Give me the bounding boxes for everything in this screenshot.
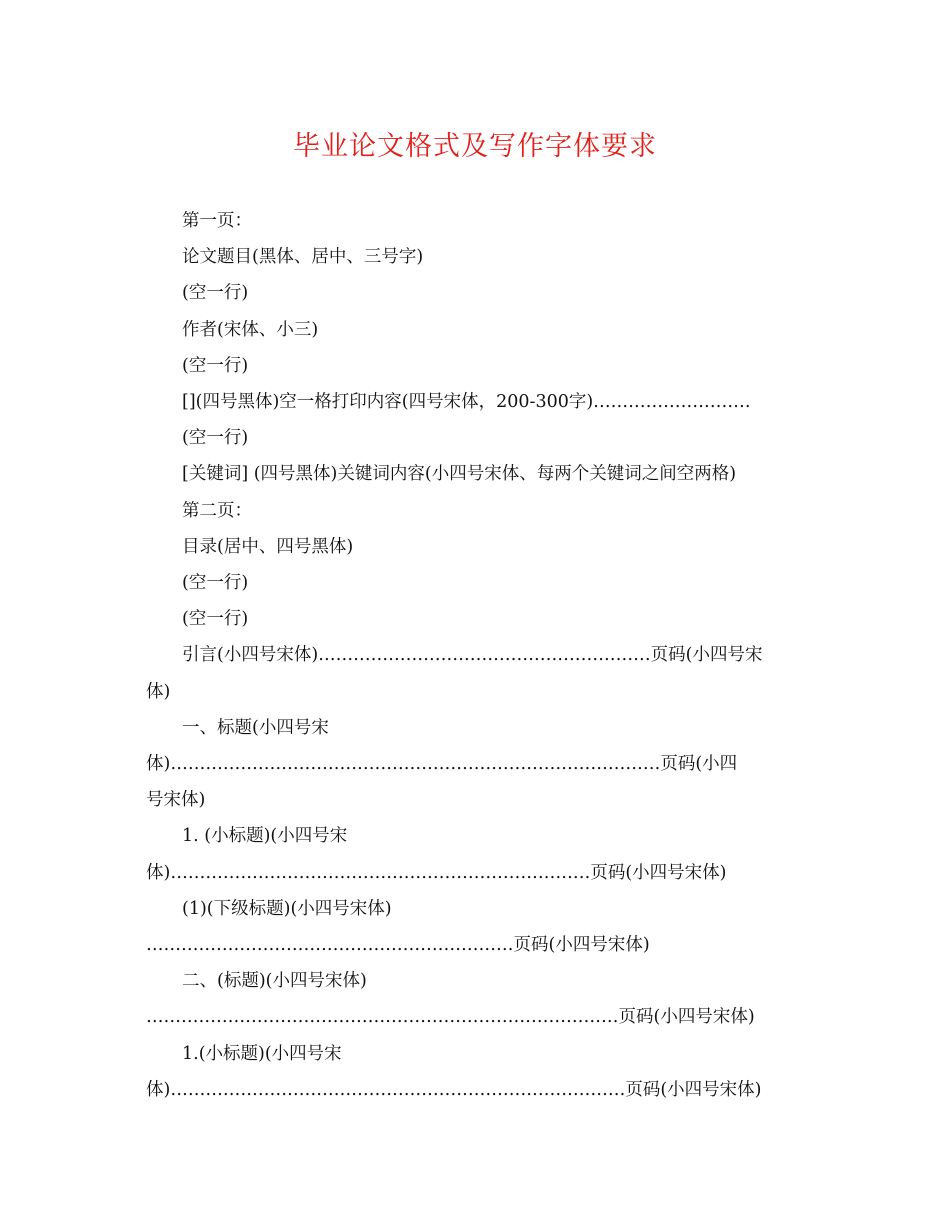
- text-line: [](四号黑体)空一格打印内容(四号宋体，200-300字)………………………: [182, 392, 751, 413]
- text-line: (空一行): [182, 428, 249, 449]
- text-line: 体): [146, 681, 171, 702]
- text-line: (空一行): [182, 283, 249, 304]
- text-line: ………………………………………………………页码(小四号宋体): [146, 935, 650, 956]
- text-line: 体)……………………………………………………………………页码(小四号宋体): [146, 1079, 762, 1100]
- text-line: 体)………………………………………………………………页码(小四号宋体): [146, 862, 727, 883]
- text-line: (空一行): [182, 609, 249, 630]
- text-line: (空一行): [182, 355, 249, 376]
- text-line: 号宋体): [146, 790, 206, 811]
- text-line: 二、(标题)(小四号宋体): [182, 971, 367, 992]
- text-line: 引言(小四号宋体)…………………………………………………页码(小四号宋: [182, 645, 763, 666]
- document-body: [146, 203, 814, 1108]
- text-line: 论文题目(黑体、居中、三号字): [182, 247, 424, 268]
- text-line: (1)(下级标题)(小四号宋体): [182, 898, 392, 919]
- text-line: 1. (小标题)(小四号宋: [182, 826, 348, 847]
- text-line: ………………………………………………………………………页码(小四号宋体): [146, 1007, 755, 1028]
- text-line: 1.(小标题)(小四号宋: [182, 1043, 342, 1064]
- text-line: 第二页：: [182, 500, 252, 521]
- text-line: 体)…………………………………………………………………………页码(小四: [146, 754, 738, 775]
- text-line: 目录(居中、四号黑体): [182, 536, 354, 557]
- text-line: 第一页：: [182, 211, 252, 231]
- text-line: (空一行): [182, 573, 249, 594]
- text-line: 一、标题(小四号宋: [182, 717, 329, 738]
- text-line: [关键词] (四号黑体)关键词内容(小四号宋体、每两个关键词之间空两格): [182, 464, 737, 485]
- document-title: 毕业论文格式及写作字体要求: [293, 131, 657, 162]
- text-line: 作者(宋体、小三): [182, 319, 319, 340]
